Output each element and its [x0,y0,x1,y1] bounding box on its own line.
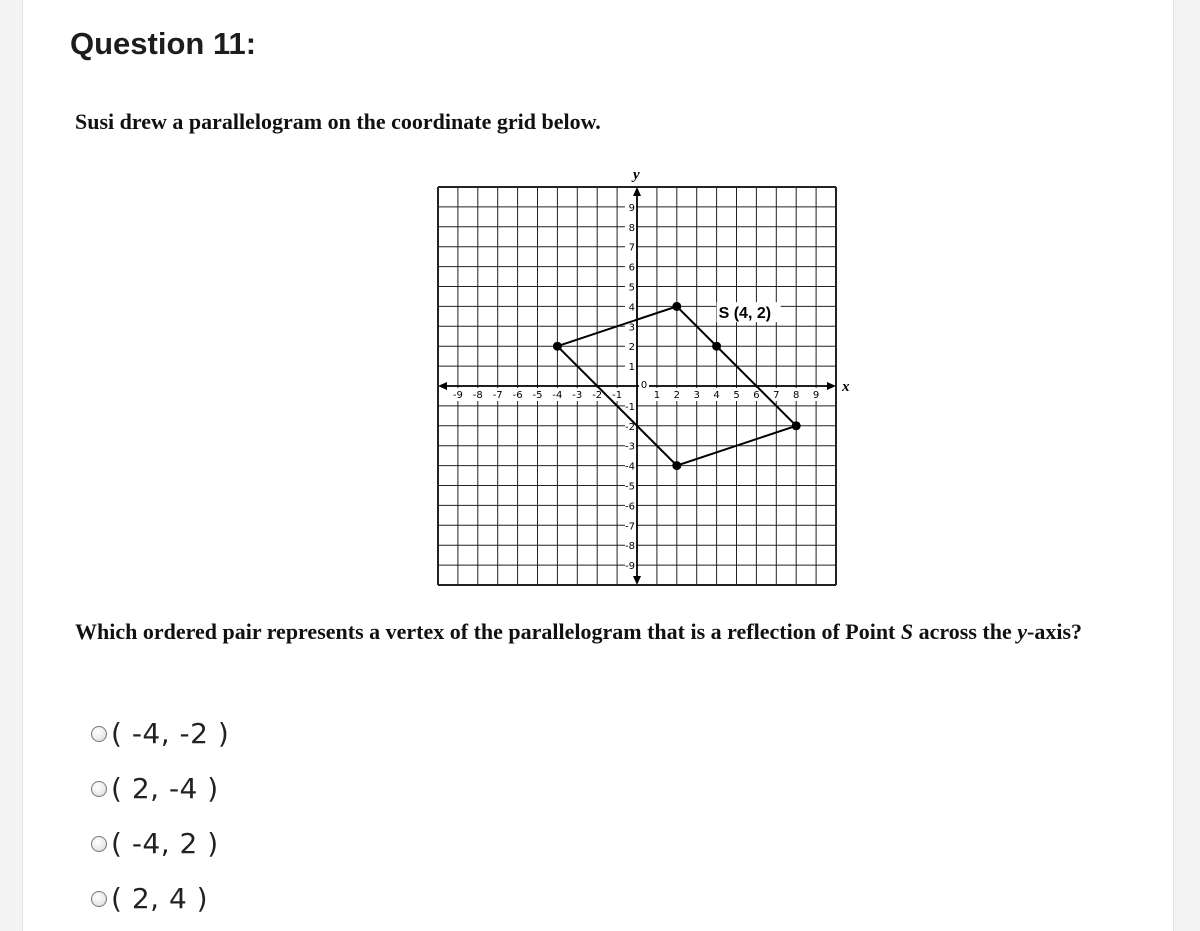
y-tick-label: -3 [625,441,635,453]
x-tick-label: 7 [773,390,780,401]
y-axis-arrow-up [633,187,641,196]
vertex-point [672,461,681,470]
x-tick-label: -2 [592,390,603,401]
vertex-point [672,302,681,311]
y-tick-label: -2 [625,421,635,433]
question-part-2: across the [913,619,1018,644]
option-label: ( 2, 4 ) [111,882,209,915]
y-tick-label: 4 [628,302,635,314]
y-tick-label: -7 [625,521,635,533]
y-axis-arrow-down [633,576,641,585]
answer-options [91,706,229,926]
point-labels [717,302,781,322]
y-tick-label: 5 [628,282,635,294]
option-label: ( -4, -2 ) [111,717,230,750]
y-axis-label: y [633,167,640,183]
x-tick-label: -4 [552,390,563,401]
x-tick-label: 5 [733,390,740,401]
x-tick-label: -7 [492,390,503,401]
question-text [75,619,1085,645]
question-part-3: -axis? [1027,619,1082,644]
y-tick-label: -6 [625,501,635,513]
vertex-point [792,421,801,430]
option-label: ( -4, 2 ) [111,827,219,860]
x-tick-label: 3 [693,390,700,401]
x-tick-label: 8 [793,390,800,401]
radio-button[interactable] [91,726,107,742]
y-tick-label: -4 [625,461,635,473]
x-tick-label: -1 [612,390,623,401]
y-tick-label: 8 [628,222,635,234]
x-tick-label: 6 [753,390,760,401]
question-prompt: Susi drew a parallelogram on the coordinate grid below. [75,109,601,134]
radio-button[interactable] [91,891,107,907]
x-axis-label: x [842,379,850,395]
y-tick-label: 9 [628,202,635,214]
point-s [712,342,721,351]
y-tick-label: -9 [625,561,635,573]
answer-option-2[interactable] [91,761,229,816]
x-tick-label: -5 [532,390,543,401]
coordinate-grid-graph [408,165,868,605]
x-tick-label: 1 [653,390,661,401]
question-part-1: Which ordered pair represents a vertex of the parallelogram that is a reflection of Point [75,619,901,644]
y-tick-label: 7 [628,242,635,254]
y-tick-label: 1 [628,362,635,374]
x-axis-arrow-right [827,382,836,390]
vertex-point [553,342,562,351]
answer-option-1[interactable] [91,706,229,761]
y-tick-label: 2 [628,342,635,354]
answer-option-3[interactable] [91,816,229,871]
x-axis-arrow-left [438,382,447,390]
axis-variable: y [1017,619,1027,644]
option-label: ( 2, -4 ) [111,772,219,805]
x-tick-label: -8 [472,390,483,401]
y-tick-label: 3 [628,322,635,334]
x-tick-label: -6 [512,390,523,401]
axes [438,167,850,585]
question-title: Question 11: [70,26,257,61]
x-tick-label: 4 [713,390,720,401]
y-tick-label: -5 [625,481,635,493]
point-variable: S [900,619,914,644]
x-tick-label: 9 [812,390,820,401]
radio-button[interactable] [91,836,107,852]
radio-button[interactable] [91,781,107,797]
point-s-label: S (4, 2) [718,305,772,323]
answer-option-4[interactable] [91,871,229,926]
y-tick-label: -8 [625,541,635,553]
y-tick-label: -1 [625,401,635,413]
x-tick-label: -9 [452,390,463,401]
x-tick-label: 2 [673,390,680,401]
y-tick-label: 6 [628,262,635,274]
question-card [22,0,1174,931]
origin-label: 0 [640,380,648,391]
x-tick-label: -3 [572,390,583,401]
